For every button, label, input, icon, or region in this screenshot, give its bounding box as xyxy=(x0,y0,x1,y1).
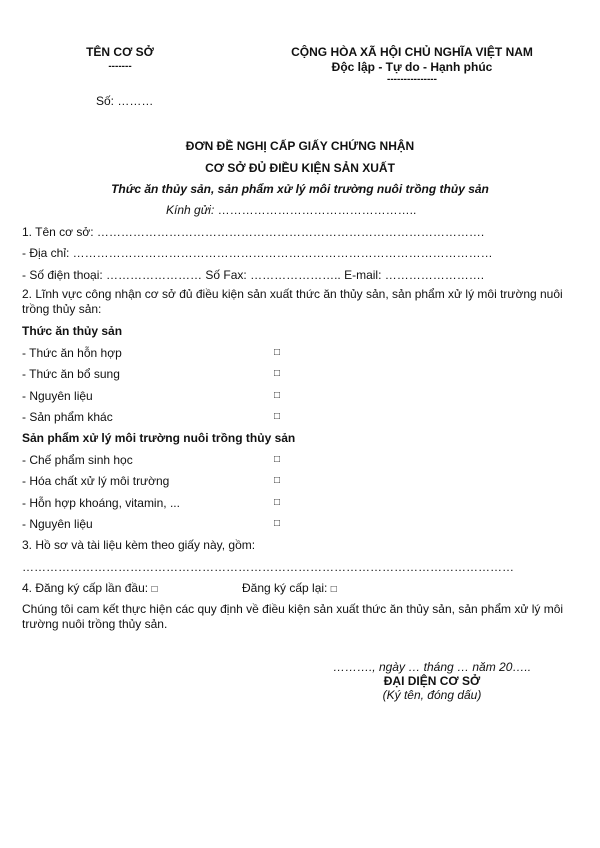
group2-item: - Nguyên liệu xyxy=(22,517,93,531)
commitment-text: Chúng tôi cam kết thực hiện các quy định về điều kiện sản xuất thức ăn thủy sản, sản phẩm xử lý môi trường nuôi trồng thủy sản. xyxy=(22,602,564,631)
signature-note: (Ký tên, đóng dấu) xyxy=(382,688,482,702)
form-subtitle: Thức ăn thủy sản, sản phẩm xử lý môi trường nuôi trồng thủy sản xyxy=(111,182,489,196)
checkbox-first-time[interactable]: □ xyxy=(151,584,158,595)
checkbox-bio-product[interactable]: □ xyxy=(274,454,281,465)
checkbox-other-product[interactable]: □ xyxy=(274,411,281,422)
section2-text: 2. Lĩnh vực công nhận cơ sở đủ điều kiện sản xuất thức ăn thủy sản, sản phẩm xử lý môi trường nuôi trồng thủy sản: xyxy=(22,287,563,316)
checkbox-compound-feed[interactable]: □ xyxy=(274,347,281,358)
signature-title: ĐẠI DIỆN CƠ SỞ xyxy=(383,674,481,688)
checkbox-renewal[interactable]: □ xyxy=(330,584,337,595)
group1-item: - Thức ăn bổ sung xyxy=(22,367,120,381)
group1-item: - Sản phẩm khác xyxy=(22,410,113,424)
group2-item: - Hóa chất xử lý môi trường xyxy=(22,474,170,488)
section3-dots[interactable]: …………………………………………………………………………………………………………… xyxy=(22,560,514,574)
group1-item: - Thức ăn hỗn hợp xyxy=(22,346,122,360)
recipient-label: Kính gửi: xyxy=(166,203,215,217)
org-name: TÊN CƠ SỞ xyxy=(86,45,154,59)
group1-item: - Nguyên liệu xyxy=(22,389,93,403)
republic-title: CỘNG HÒA XÃ HỘI CHỦ NGHĨA VIỆT NAM xyxy=(291,45,533,59)
motto-dashes: --------------- xyxy=(387,74,437,85)
checkbox-mineral-vitamin[interactable]: □ xyxy=(274,497,281,508)
field-address[interactable]: - Địa chỉ: …………………………………………………………………………………………… xyxy=(22,246,493,260)
motto: Độc lập - Tự do - Hạnh phúc xyxy=(331,60,493,74)
signature-date: ………., ngày … tháng … năm 20….. xyxy=(332,660,532,674)
register-renew-label: Đăng ký cấp lại: xyxy=(242,581,328,595)
form-title-line1: ĐƠN ĐỀ NGHỊ CẤP GIẤY CHỨNG NHẬN xyxy=(185,139,415,153)
recipient-line xyxy=(166,203,416,217)
field-org-name[interactable]: 1. Tên cơ sở: ……………………………………………………………………………………. xyxy=(22,225,485,239)
register-renewal xyxy=(242,580,337,598)
group2-item: - Hỗn hợp khoáng, vitamin, ... xyxy=(22,496,180,510)
checkbox-raw-material[interactable]: □ xyxy=(274,390,281,401)
group1-heading: Thức ăn thủy sản xyxy=(22,324,123,338)
checkbox-chemical[interactable]: □ xyxy=(274,475,281,486)
checkbox-raw-material-2[interactable]: □ xyxy=(274,518,281,529)
group2-item: - Chế phẩm sinh học xyxy=(22,453,133,467)
document-number: Số: ……… xyxy=(96,94,154,108)
register-first-label: 4. Đăng ký cấp lần đầu: xyxy=(22,581,149,595)
register-first-time xyxy=(22,580,157,598)
checkbox-supplement-feed[interactable]: □ xyxy=(274,368,281,379)
recipient-dots: ………………………………………….. xyxy=(214,203,417,217)
org-dashes: ------- xyxy=(108,61,132,72)
section3-label: 3. Hồ sơ và tài liệu kèm theo giấy này, gồm: xyxy=(22,538,256,552)
form-title-line2: CƠ SỞ ĐỦ ĐIỀU KIỆN SẢN XUẤT xyxy=(205,161,395,175)
field-contact[interactable]: - Số điện thoại: …………………… Số Fax: ………………….. E-mail: ……………………. xyxy=(22,268,485,282)
group2-heading: Sản phẩm xử lý môi trường nuôi trồng thủy sản xyxy=(22,431,296,445)
